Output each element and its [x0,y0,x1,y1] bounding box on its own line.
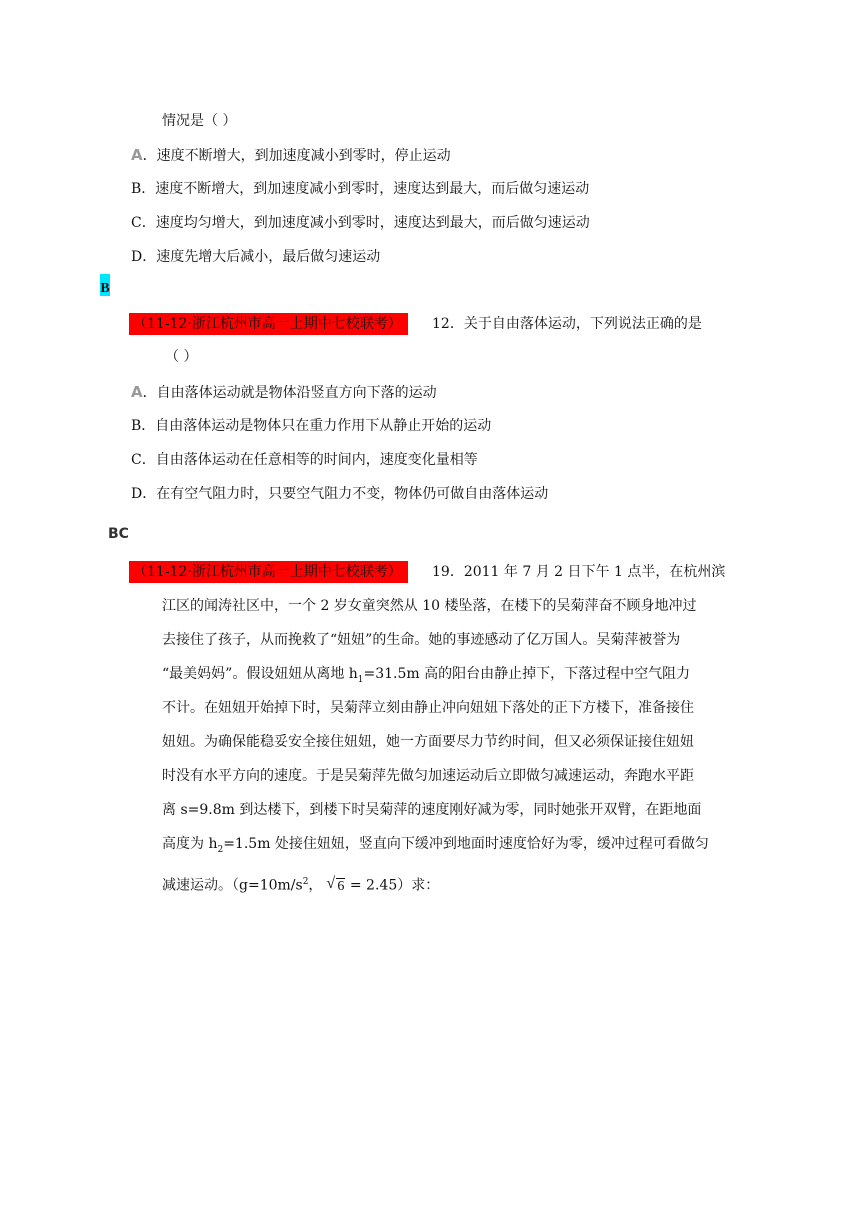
q11-option-c-text: ．速度均匀增大，到加速度减小到零时，速度达到最大，而后做匀速运动 [141,215,590,231]
option-letter-a-icon: A [131,383,143,401]
q19-line-3: 去接住了孩子，从而挽救了“妞妞”的生命。她的事迹感动了亿万国人。吴菊萍被誉为 [162,632,681,648]
q12-option-c-text: ．自由落体运动在任意相等的时间内，速度变化量相等 [141,452,478,468]
q19-superscript: 2 [302,877,309,887]
radicand: 6 [337,878,345,894]
q12-option-b-text: ．自由落体运动是物体只在重力作用下从静止开始的运动 [141,418,492,434]
q11-option-c-letter: C [131,215,142,231]
q12-option-a-text: ．自由落体运动就是物体沿竖直方向下落的运动 [142,385,437,401]
q19-text: ， [308,877,323,894]
q11-option-c [131,214,590,232]
q11-stem-tail: 情况是（ ） [162,113,237,129]
q11-option-d-letter: D [131,249,143,265]
q12-option-b [131,417,491,435]
q12-source-badge: （11-12·浙江杭州市高一上期中七校联考） [129,313,408,335]
radical-sign-icon: √ [326,874,336,892]
q19-line-2: 江区的闻涛社区中，一个 2 岁女童突然从 10 楼坠落，在楼下的吴菊萍奋不顾身地冲过 [162,598,697,614]
q12-option-b-letter: B [131,418,142,434]
q12-option-c [131,451,478,469]
q19-text: 减速运动。（g=10m/s [162,877,303,894]
q19-text: =31.5m 高的阳台由静止掉下，下落过程中空气阻力 [363,666,691,682]
q12-option-c-letter: C [131,452,142,468]
q19-first-line: 19．2011 年 7 月 2 日下午 1 点半，在杭州滨 [432,564,726,580]
sqrt-formula [326,874,345,896]
q19-text: ）求： [397,877,440,894]
q12-blank: （ ） [165,349,198,365]
q19-line-5: 不计。在妞妞开始掉下时，吴菊萍立刻由静止冲向妞妞下落处的正下方楼下，准备接住 [162,700,694,716]
q12-option-d-letter: D [131,486,143,502]
q19-text: 高度为 h [162,836,218,852]
q19-line-7: 时没有水平方向的速度。于是吴菊萍先做匀加速运动后立即做匀减速运动，奔跑水平距 [162,768,694,784]
q12-option-a [131,383,437,402]
q12-answer: BC [108,526,129,542]
q11-option-a-text: ．速度不断增大，到加速度减小到零时，停止运动 [142,148,451,164]
q19-line-6: 妞妞。为确保能稳妥安全接住妞妞，她一方面要尽力节约时间，但又必须保证接住妞妞 [162,734,694,750]
formula-value: = 2.45 [345,877,398,894]
q19-subscript: 2 [217,844,224,855]
q11-answer: B [100,274,110,296]
q11-option-d-text: ．速度先增大后减小，最后做匀速运动 [142,249,381,265]
option-letter-a-icon: A [131,146,143,164]
q19-text: “最美妈妈”。假设妞妞从离地 h [162,666,358,682]
q19-line-9 [162,835,709,859]
q11-option-d [131,248,380,266]
q19-subscript: 1 [357,674,364,685]
q12-option-d [131,485,548,503]
q19-line-4 [162,665,690,689]
q11-option-a [131,146,451,165]
q19-source-badge: （11-12·浙江杭州市高一上期中七校联考） [129,561,408,583]
q11-option-b [131,180,589,198]
q19-line-10 [162,873,439,896]
q12-stem: 12．关于自由落体运动，下列说法正确的是 [432,316,702,332]
q12-option-d-text: ．在有空气阻力时，只要空气阻力不变，物体仍可做自由落体运动 [142,486,549,502]
q11-option-b-text: ．速度不断增大，到加速度减小到零时，速度达到最大，而后做匀速运动 [141,181,590,197]
q11-option-b-letter: B [131,181,142,197]
q19-line-8: 离 s=9.8m 到达楼下，到楼下时吴菊萍的速度刚好减为零，同时她张开双臂，在距地面 [162,802,702,818]
q19-text: =1.5m 处接住妞妞，竖直向下缓冲到地面时速度恰好为零，缓冲过程可看做匀 [223,836,709,852]
